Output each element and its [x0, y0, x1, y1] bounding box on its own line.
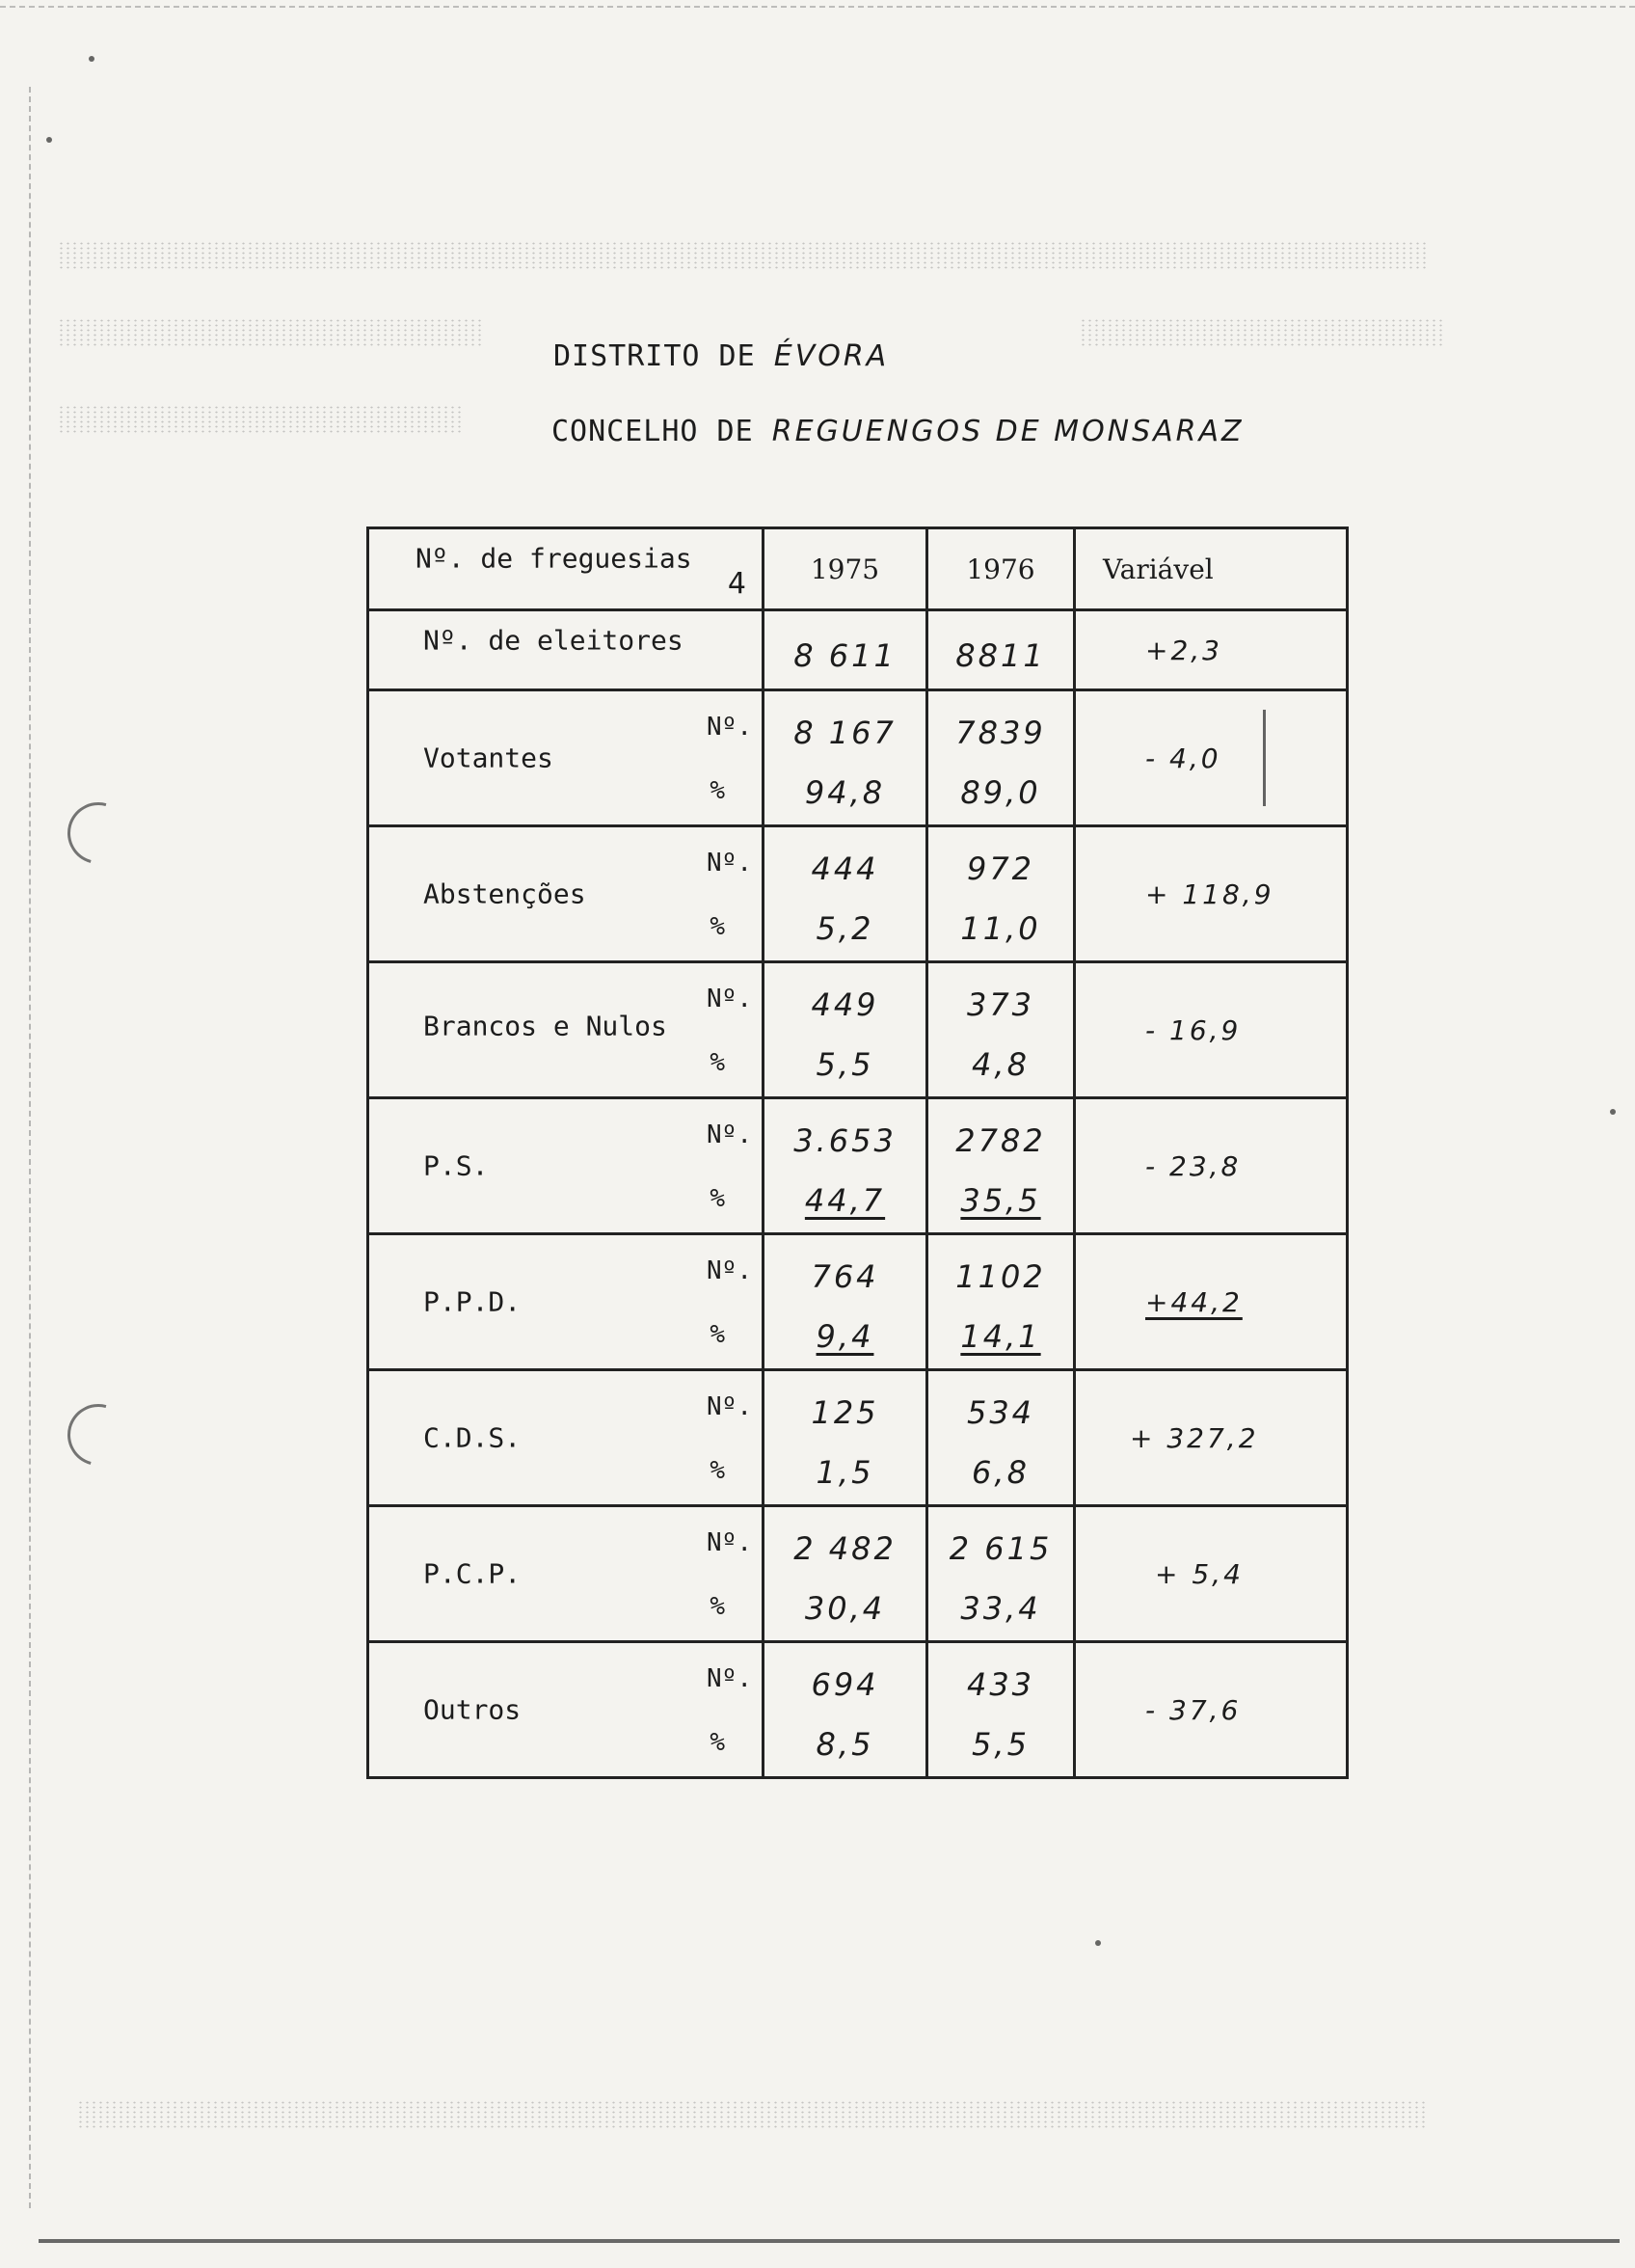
no-label: Nº.: [707, 1120, 752, 1149]
pct-1976: 6,8: [972, 1454, 1030, 1491]
county-typed: CONCELHO DE: [551, 415, 754, 448]
district-heading: [553, 339, 889, 373]
count-1975: 444: [811, 850, 879, 887]
table-header-row: [368, 528, 1348, 610]
row-label: C.D.S.: [423, 1421, 522, 1454]
table-row: [368, 826, 1348, 962]
table-row: [368, 610, 1348, 690]
row-label: Outros: [423, 1693, 522, 1726]
pct-1976: 14,1: [960, 1318, 1041, 1355]
pct-1975: 94,8: [804, 774, 886, 811]
pct-1976: 4,8: [972, 1046, 1030, 1083]
pct-1975: 44,7: [804, 1182, 886, 1219]
year2-header: 1976: [927, 528, 1075, 610]
table-row: [368, 1370, 1348, 1506]
pct-1975: 5,5: [816, 1046, 874, 1083]
county-heading: [551, 415, 1245, 448]
count-1975: 449: [811, 986, 879, 1023]
punch-hole: [56, 791, 140, 875]
page-edge-left: [29, 87, 33, 2208]
pct-label: %: [710, 912, 725, 941]
pct-1976: 5,5: [972, 1726, 1030, 1763]
variation-value: - 16,9: [1075, 962, 1348, 1098]
pct-1975: 30,4: [804, 1590, 886, 1627]
pct-label: %: [710, 1184, 725, 1213]
row-label: Abstenções: [423, 878, 586, 910]
variation-value: + 118,9: [1075, 826, 1348, 962]
row-label: P.P.D.: [423, 1285, 522, 1318]
variation-value: - 37,6: [1075, 1642, 1348, 1778]
district-handwritten: ÉVORA: [773, 339, 890, 373]
variation-value: +44,2: [1075, 1234, 1348, 1370]
parishes-count: 4: [727, 567, 746, 601]
count-1975: 3.653: [793, 1122, 897, 1159]
scan-speck: [89, 56, 94, 62]
electors-variation: +2,3: [1075, 610, 1348, 690]
pct-label: %: [710, 1048, 725, 1077]
page-edge-top: [0, 6, 1635, 10]
count-1976: 433: [966, 1666, 1035, 1703]
variation-value: - 23,8: [1075, 1098, 1348, 1234]
no-label: Nº.: [707, 1392, 752, 1421]
no-label: Nº.: [707, 849, 752, 878]
scan-speck: [1095, 1940, 1101, 1946]
variation-value: - 4,0: [1075, 690, 1348, 826]
scan-noise-band: [58, 241, 1427, 270]
pct-label: %: [710, 1728, 725, 1757]
no-label: Nº.: [707, 713, 752, 742]
count-1975: 2 482: [793, 1530, 897, 1567]
pct-1975: 9,4: [816, 1318, 874, 1355]
count-1976: 373: [966, 986, 1035, 1023]
row-label: P.C.P.: [423, 1557, 522, 1590]
count-1976: 1102: [955, 1258, 1046, 1295]
table-row: [368, 1234, 1348, 1370]
table-row: [368, 1098, 1348, 1234]
pct-label: %: [710, 776, 725, 805]
pct-label: %: [710, 1456, 725, 1485]
pct-1976: 35,5: [960, 1182, 1041, 1219]
pct-1976: 89,0: [960, 774, 1041, 811]
count-1975: 125: [811, 1394, 879, 1431]
variation-value: + 5,4: [1075, 1506, 1348, 1642]
parishes-label: Nº. de freguesias: [415, 542, 692, 575]
scan-speck: [46, 137, 52, 143]
table-row: [368, 962, 1348, 1098]
scan-speck: [1610, 1109, 1616, 1115]
count-1976: 534: [966, 1394, 1035, 1431]
table-row: [368, 690, 1348, 826]
pct-label: %: [710, 1592, 725, 1621]
row-label: P.S.: [423, 1149, 489, 1182]
no-label: Nº.: [707, 1528, 752, 1557]
election-results-table: [366, 526, 1349, 1779]
variation-header: Variável: [1075, 528, 1348, 610]
pct-1976: 11,0: [960, 910, 1041, 947]
pct-1975: 5,2: [816, 910, 874, 947]
electors-1975: 8 611: [793, 637, 897, 675]
count-1976: 7839: [955, 715, 1046, 751]
pct-label: %: [710, 1320, 725, 1349]
page-edge-bottom: [39, 2239, 1620, 2243]
electors-1976: 8811: [955, 637, 1046, 675]
district-typed: DISTRITO DE: [553, 339, 756, 373]
variation-value: + 327,2: [1075, 1370, 1348, 1506]
count-1976: 2782: [955, 1122, 1046, 1159]
scan-noise-band: [1080, 318, 1446, 347]
no-label: Nº.: [707, 1664, 752, 1693]
count-1975: 8 167: [793, 715, 897, 751]
scan-noise-band: [58, 318, 482, 347]
pct-1976: 33,4: [960, 1590, 1041, 1627]
scan-noise-band: [58, 405, 463, 434]
no-label: Nº.: [707, 1256, 752, 1285]
count-1975: 764: [811, 1258, 879, 1295]
pct-1975: 8,5: [816, 1726, 874, 1763]
row-label: Brancos e Nulos: [423, 1010, 667, 1042]
row-label: Votantes: [423, 742, 553, 774]
count-1975: 694: [811, 1666, 879, 1703]
parishes-cell: [368, 528, 764, 610]
table-row: [368, 1642, 1348, 1778]
county-handwritten: REGUENGOS DE MONSARAZ: [771, 415, 1245, 448]
punch-hole: [56, 1392, 140, 1476]
table-row: [368, 1506, 1348, 1642]
year1-header: 1975: [764, 528, 927, 610]
electors-label: Nº. de eleitores: [423, 624, 683, 657]
pct-1975: 1,5: [816, 1454, 874, 1491]
count-1976: 2 615: [949, 1530, 1053, 1567]
count-1976: 972: [966, 850, 1035, 887]
scan-noise-band: [77, 2100, 1427, 2129]
no-label: Nº.: [707, 985, 752, 1013]
